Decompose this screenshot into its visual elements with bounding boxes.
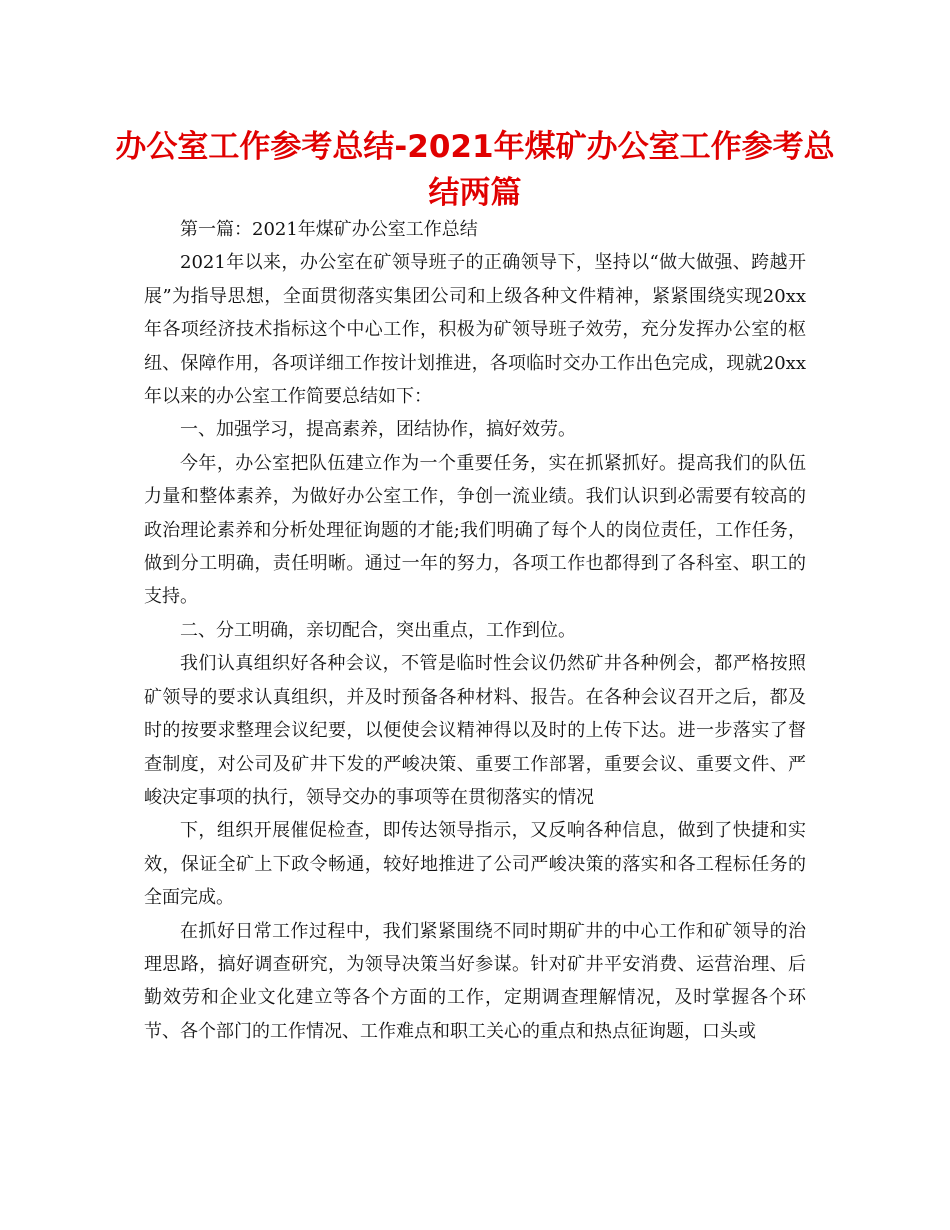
paragraph: 在抓好日常工作过程中，我们紧紧围绕不同时期矿井的中心工作和矿领导的治理思路，搞好调查研究，为领导决策当好参谋。针对矿井平安消费、运营治理、后勤效劳和企业文化建立等各个方面的工作，定期调查理解情况，及时掌握各个环节、各个部门的工作情况、工作难点和职工关心的重点和热点征询题，口头或 xyxy=(144,920,806,1042)
paragraph: 下，组织开展催促检查，即传达领导指示，又反响各种信息，做到了快捷和实效，保证全矿上下政令畅通，较好地推进了公司严峻决策的落实和各工程标任务的全面完成。 xyxy=(144,820,806,909)
paragraph: 今年，办公室把队伍建立作为一个重要任务，实在抓紧抓好。提高我们的队伍力量和整体素养，为做好办公室工作，争创一流业绩。我们认识到必需要有较高的政治理论素养和分析处理征询题的才能;我们明确了每个人的岗位责任，工作任务，做到分工明确，责任明晰。通过一年的努力，各项工作也都得到了各科室、职工的支持。 xyxy=(144,452,806,608)
section-heading: 第一篇：2021年煤矿办公室工作总结 xyxy=(180,219,478,240)
paragraph: 我们认真组织好各种会议，不管是临时性会议仍然矿井各种例会，都严格按照矿领导的要求认真组织，并及时预备各种材料、报告。在各种会议召开之后，都及时的按要求整理会议纪要，以便使会议精神得以及时的上传下达。进一步落实了督查制度，对公司及矿井下发的严峻决策、重要工作部署，重要会议、重要文件、严峻决定事项的执行，领导交办的事项等在贯彻落实的情况 xyxy=(144,653,806,808)
document-title: 办公室工作参考总结-2021年煤矿办公室工作参考总结两篇 xyxy=(115,129,835,211)
subsection-heading: 二、分工明确，亲切配合，突出重点，工作到位。 xyxy=(180,619,576,641)
paragraph: 2021年以来，办公室在矿领导班子的正确领导下，坚持以“做大做强、跨越开展”为指导思想，全面贯彻落实集团公司和上级各种文件精神，紧紧围绕实现20xx年各项经济技术指标这个中心工作，积极为矿领导班子效劳，充分发挥办公室的枢纽、保障作用，各项详细工作按计划推进，各项临时交办工作出色完成，现就20xx年以来的办公室工作简要总结如下： xyxy=(144,252,806,408)
document-body xyxy=(144,213,806,1048)
subsection-heading: 一、加强学习，提高素养，团结协作，搞好效劳。 xyxy=(180,419,576,441)
